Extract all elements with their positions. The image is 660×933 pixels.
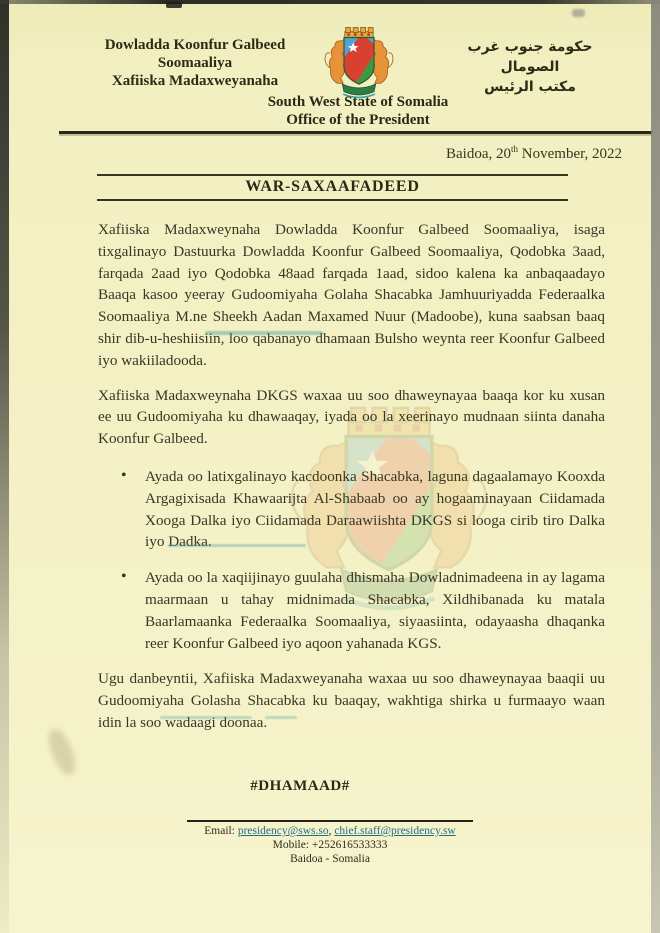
org-name-somali-line1: Dowladda Koonfur Galbeed Soomaaliya <box>104 37 286 71</box>
scan-edge-top <box>0 0 660 4</box>
org-name-english-line1: South West State of Somalia <box>267 94 449 110</box>
document-body <box>98 219 605 734</box>
scan-speck <box>572 9 585 17</box>
ink-smudge <box>43 726 81 778</box>
scan-edge-left <box>0 0 9 933</box>
org-name-somali <box>68 36 322 90</box>
closing-paragraph: Ugu danbeyntii, Xafiiska Madaxweyanaha waxaa uu soo dhaweynayaa baaqii uu Gudoomiyaha Golasha Shacabka ku baaqay, wakhtiga shirka u furmaayo waan idin la soo wadaagi doonaa. <box>98 670 605 731</box>
org-name-arabic-line2: مكتب الرئيس <box>484 79 576 95</box>
header-divider <box>59 131 653 134</box>
dateline-city-day: Baidoa, 20 <box>446 146 512 162</box>
scan-streak <box>168 544 306 547</box>
footer-mobile: Mobile: +252616533333 <box>272 839 388 851</box>
email-separator: , <box>328 825 335 837</box>
email-link-1[interactable]: presidency@sws.so <box>237 825 329 837</box>
bullet-item-1: • Ayada oo latixgalinayo kacdoonka Shacabka, laguna dagaalamayo Kooxda Argagixisada Khawaarijta Al-Shabaab oo ay hogaaminayaan Ciidamada Xooga Dalka iyo Ciidamada Daraawiishta DKGS si looga cirib tiro Dalka iyo Dadka. <box>145 466 605 553</box>
scan-streak <box>205 331 323 335</box>
org-name-somali-line2: Xafiiska Madaxweyanaha <box>111 73 279 89</box>
org-name-english <box>158 94 558 129</box>
scan-edge-right <box>651 0 660 933</box>
org-name-arabic-line1: حكومة جنوب غرب الصومال <box>467 39 593 75</box>
scan-streak <box>265 716 297 719</box>
dateline-ordinal: th <box>511 144 519 154</box>
dateline-month-year: November, 2022 <box>518 146 622 162</box>
footer-divider <box>187 820 473 822</box>
press-release-title: WAR-SAXAAFADEED <box>97 174 568 201</box>
email-label: Email: <box>204 825 238 837</box>
dateline <box>446 144 622 163</box>
scan-speck <box>166 2 182 8</box>
coat-of-arms-icon <box>317 25 401 105</box>
bullet-list <box>98 466 605 654</box>
footer <box>180 820 480 866</box>
footer-email-line <box>180 824 480 838</box>
email-link-2[interactable]: chief.staff@presidency.sw <box>334 825 456 837</box>
paragraph-1: Xafiiska Madaxweynaha Dowladda Koonfur Galbeed Soomaaliya, isaga tixgalinayo Dastuurka Dowladda Koonfur Galbeed Soomaaliya, Qodobka 3aad, farqada 2aad iyo Qodobka 48aad farqada 1aad, sidoo kalena ka anbaqaadayo Baaqa kasoo yeeray Gudoomiyaha Golaha Shacabka Jamhuuriyadda Federaalka Soomaaliya M.ne Sheekh Aadan Maxamed Nuur (Madoobe), kuna saabsan baaq shir dib-u-heshiisiin, loo qabanayo dhamaan Bulsho weynta reer Koonfur Galbeed iyo wakiiladooda. <box>98 221 605 369</box>
org-name-arabic <box>440 37 620 97</box>
bullet-item-2: • Ayada oo la xaqiijinayo guulaha dhismaha Dowladnimadeena in ay lagama maarmaan u tahay midnimada Shacabka, Xildhibanada ku matala Baarlamaanka Federaalka Soomaaliya, siyaasiinta, odayaasha dhaqanka reer Koonfur Galbeed iyo aqoon yahanada KGS. <box>145 567 605 654</box>
end-tag: #DHAMAAD# <box>250 778 350 794</box>
footer-location: Baidoa - Somalia <box>290 853 370 865</box>
paragraph-2: Xafiiska Madaxweynaha DKGS waxaa uu soo dhaweynayaa baaqa kor ku xusan ee uu Gudoomiyaha ku dhawaaqay, iyada oo la xeerinayo mudnaan siinta danaha Koonfur Galbeed. <box>98 386 605 448</box>
org-name-english-line2: Office of the President <box>286 111 430 128</box>
scan-streak <box>160 716 252 719</box>
